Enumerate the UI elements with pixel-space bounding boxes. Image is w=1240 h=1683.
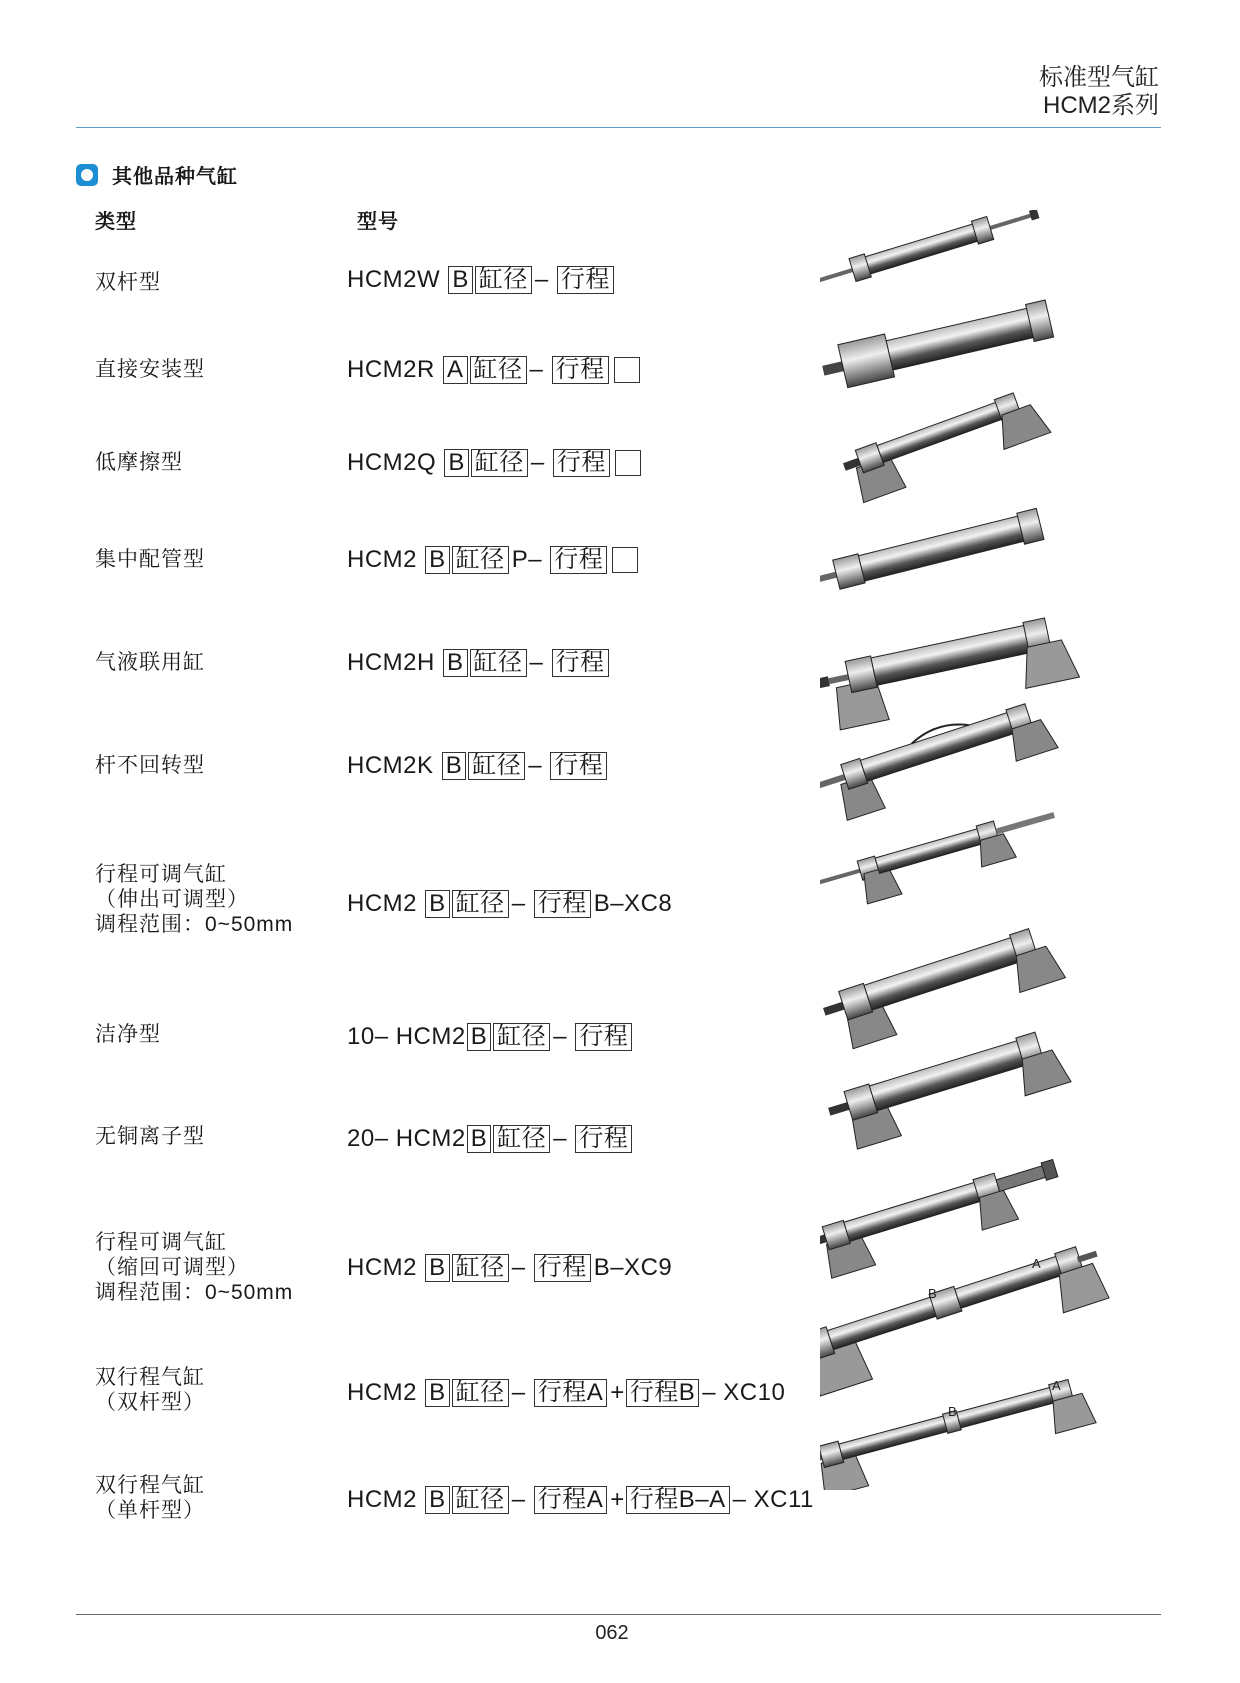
type-line: 低摩擦型 (95, 451, 183, 474)
model-code-box: 行程 (553, 449, 610, 477)
model-option-box (612, 547, 638, 573)
model-code-box: B (425, 890, 450, 918)
row-type-label (95, 862, 293, 937)
row-type-label (95, 357, 205, 382)
figure-label-b2: B (948, 1404, 957, 1419)
model-code-box: 缸径 (452, 890, 509, 918)
type-line: （缩回可调型） (95, 1256, 249, 1279)
model-code-box: B (444, 449, 469, 477)
model-code-box: B (467, 1125, 492, 1153)
model-code-box: 缸径 (452, 1379, 509, 1407)
header-title: 标准型气缸 (1039, 64, 1159, 91)
header-series: HCM2系列 (1042, 92, 1159, 119)
model-code-text: – (511, 1379, 533, 1406)
model-code-text: – XC10 (702, 1379, 786, 1406)
type-line: 双行程气缸 (95, 1474, 205, 1497)
row-model-code (345, 751, 608, 781)
row-model-code (345, 889, 672, 919)
cylinder-photo-centralized-piping (820, 508, 1044, 598)
model-code-box: 缸径 (452, 546, 509, 574)
model-code-text: – (511, 1254, 533, 1281)
model-code-text: B–XC8 (593, 890, 673, 917)
cylinder-photos (820, 210, 1140, 1490)
model-code-box: 行程 (552, 649, 609, 677)
model-code-box: 行程B (626, 1379, 700, 1407)
model-code-text: – (553, 1023, 575, 1050)
row-type-label (95, 753, 205, 778)
model-code-text: HCM2 (347, 546, 425, 573)
figure-label-a: A (1032, 1256, 1041, 1271)
model-code-text: HCM2R (347, 356, 443, 383)
model-code-box: A (443, 356, 468, 384)
figure-label-b: B (928, 1286, 937, 1301)
model-code-box: 缸径 (493, 1023, 550, 1051)
row-model-code (345, 265, 615, 295)
model-code-text: HCM2H (347, 649, 443, 676)
header (1039, 64, 1159, 120)
model-code-text: 10– HCM2 (347, 1023, 466, 1050)
model-option-box (615, 450, 641, 476)
row-model-code (345, 355, 641, 385)
footer-divider (76, 1614, 1161, 1615)
type-line: 杆不回转型 (95, 754, 205, 777)
model-code-text: – (511, 1486, 533, 1513)
type-line: 双杆型 (95, 271, 161, 294)
model-code-text: + (610, 1486, 625, 1513)
row-type-label (95, 1124, 205, 1149)
type-line: 调程范围：0~50mm (95, 913, 294, 936)
model-code-box: B (443, 649, 468, 677)
row-model-code (345, 648, 610, 678)
model-code-box: 缸径 (468, 752, 525, 780)
row-model-code (345, 448, 642, 478)
type-line: 洁净型 (95, 1023, 161, 1046)
model-code-text: + (610, 1379, 625, 1406)
model-code-box: 行程 (550, 752, 607, 780)
row-model-code (345, 1253, 672, 1283)
model-code-box: B (467, 1023, 492, 1051)
type-line: 行程可调气缸 (95, 863, 227, 886)
section-title: 其他品种气缸 (112, 166, 238, 188)
row-model-code (345, 1124, 633, 1154)
row-type-label (95, 547, 205, 572)
model-code-text: HCM2W (347, 266, 448, 293)
header-divider (76, 127, 1161, 128)
type-line: 调程范围：0~50mm (95, 1281, 294, 1304)
column-header-model: 型号 (357, 211, 399, 233)
model-code-box: 行程 (534, 890, 591, 918)
model-code-box: B (425, 546, 450, 574)
model-code-text: – XC11 (732, 1486, 814, 1513)
model-code-box: 行程 (550, 546, 607, 574)
model-code-box: B (442, 752, 467, 780)
model-code-box: 缸径 (452, 1254, 509, 1282)
model-code-box: 行程A (534, 1486, 608, 1514)
model-code-text: – (534, 266, 556, 293)
row-model-code (345, 1022, 633, 1052)
model-code-box: 行程 (552, 356, 609, 384)
type-line: 双行程气缸 (95, 1366, 205, 1389)
row-type-label (95, 1365, 205, 1415)
cylinder-photo-adjustable-extend (820, 804, 1064, 918)
figure-label-a2: A (1052, 1378, 1061, 1393)
row-type-label (95, 1022, 161, 1047)
model-code-text: HCM2K (347, 752, 441, 779)
model-code-box: B (425, 1379, 450, 1407)
model-code-text: P– (511, 546, 550, 573)
model-code-box: 缸径 (471, 449, 528, 477)
model-code-text: HCM2 (347, 1379, 425, 1406)
row-model-code (345, 545, 639, 575)
model-code-text: HCM2 (347, 1254, 425, 1281)
type-line: 集中配管型 (95, 548, 205, 571)
model-code-text: HCM2Q (347, 449, 444, 476)
row-type-label (95, 1230, 293, 1305)
model-code-box: 行程 (575, 1023, 632, 1051)
type-line: （伸出可调型） (95, 888, 249, 911)
section-bullet-icon (76, 164, 98, 186)
row-type-label (95, 450, 183, 475)
model-code-text: – (529, 649, 551, 676)
type-line: （双杆型） (95, 1391, 205, 1414)
row-model-code (345, 1378, 785, 1408)
cylinder-photo-direct-mount (820, 297, 1054, 392)
model-code-text: – (553, 1125, 575, 1152)
type-line: 无铜离子型 (95, 1125, 205, 1148)
page-number: 062 (595, 1622, 629, 1644)
model-code-text: – (529, 356, 551, 383)
type-line: （单杆型） (95, 1499, 205, 1522)
model-code-box: B (425, 1254, 450, 1282)
cylinder-photo-gas-liquid (820, 613, 1080, 733)
row-type-label (95, 1473, 205, 1523)
cylinder-photo-low-friction (840, 385, 1051, 504)
model-code-text: – (511, 890, 533, 917)
model-code-box: 行程 (557, 266, 614, 294)
model-code-box: 行程 (575, 1125, 632, 1153)
model-code-text: HCM2 (347, 890, 425, 917)
model-code-text: 20– HCM2 (347, 1125, 466, 1152)
model-code-box: 行程 (534, 1254, 591, 1282)
model-code-box: 行程A (534, 1379, 608, 1407)
model-code-text: – (528, 752, 550, 779)
model-code-box: 缸径 (470, 649, 527, 677)
model-code-box: 行程B–A (626, 1486, 730, 1514)
type-line: 直接安装型 (95, 358, 205, 381)
row-type-label (95, 650, 205, 675)
cylinder-photo-adjustable-retract (820, 1156, 1067, 1283)
model-code-box: 缸径 (470, 356, 527, 384)
row-model-code (345, 1485, 814, 1515)
type-line: 气液联用缸 (95, 651, 205, 674)
column-header-type: 类型 (95, 211, 137, 233)
section-heading (76, 160, 238, 189)
row-type-label (95, 270, 161, 295)
model-code-box: B (425, 1486, 450, 1514)
model-option-box (614, 357, 640, 383)
model-code-box: B (448, 266, 473, 294)
cylinder-photo-double-rod (820, 210, 1042, 296)
model-code-box: 缸径 (475, 266, 532, 294)
model-code-text: – (530, 449, 552, 476)
model-code-box: 缸径 (452, 1486, 509, 1514)
model-code-text: B–XC9 (593, 1254, 673, 1281)
model-code-box: 缸径 (493, 1125, 550, 1153)
model-code-text: HCM2 (347, 1486, 425, 1513)
type-line: 行程可调气缸 (95, 1231, 227, 1254)
